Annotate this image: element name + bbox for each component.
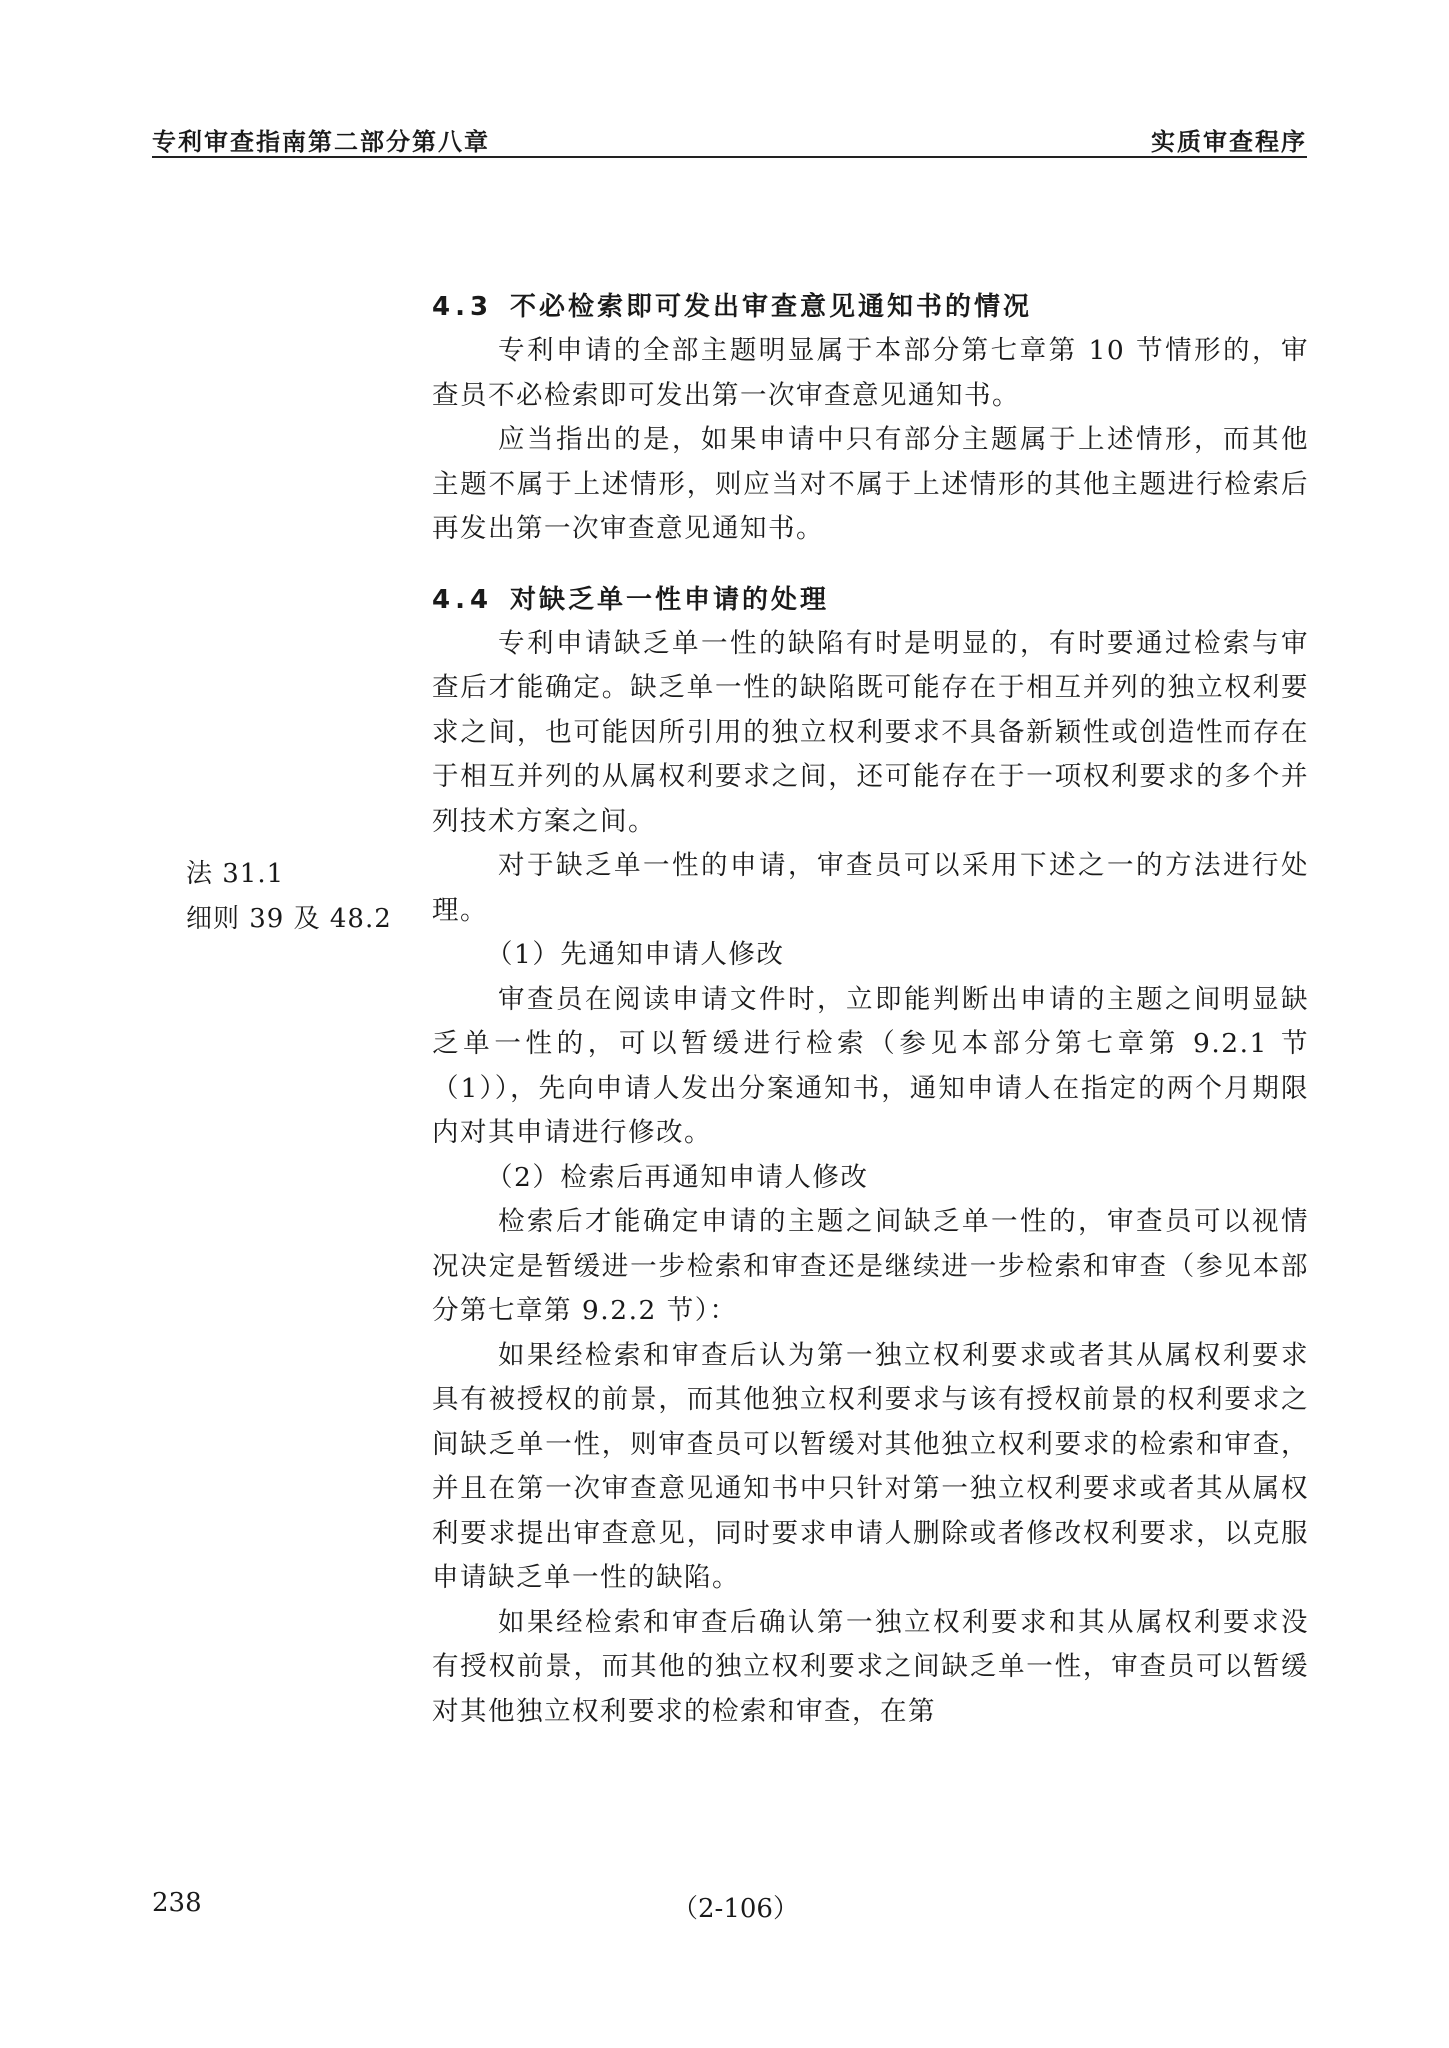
section-4-4-title: 对缺乏单一性申请的处理 <box>510 584 830 615</box>
section-4-3-title: 不必检索即可发出审查意见通知书的情况 <box>510 292 1033 322</box>
section-4-4-paragraph-4: 检索后才能确定申请的主题之间缺乏单一性的，审查员可以视情况决定是暂缓进一步检索和审查还是继续进一步检索和审查（参见本部分第七章第 9.2.2 节）： <box>432 1206 1309 1326</box>
section-page-number: （2-106） <box>672 1894 799 1924</box>
running-header <box>152 116 1307 158</box>
section-4-4-paragraph-5: 如果经检索和审查后认为第一独立权利要求或者其从属权利要求具有被授权的前景，而其他独立权利要求与该有授权前景的权利要求之间缺乏单一性，则审查员可以暂缓对其他独立权利要求的检索和审查，并且在第一次审查意见通知书中只针对第一独立权利要求或者其从属权利要求提出审查意见，同时要求申请人删除或者修改权利要求，以克服申请缺乏单一性的缺陷。 <box>432 1339 1309 1593</box>
section-4-4-number: 4.4 <box>432 584 494 615</box>
section-4-4-paragraph-6: 如果经检索和审查后确认第一独立权利要求和其从属权利要求没有授权前景，而其他的独立权利要求之间缺乏单一性，审查员可以暂缓对其他独立权利要求的检索和审查，在第 <box>432 1606 1309 1727</box>
section-spacer <box>432 552 1309 578</box>
section-4-4-paragraph-3: 审查员在阅读申请文件时，立即能判断出申请的主题之间明显缺乏单一性的，可以暂缓进行检索（参见本部分第七章第 9.2.1 节（1）），先向申请人发出分案通知书，通知申请人在指定的两个月期限内对其申请进行修改。 <box>432 983 1309 1148</box>
page-number: 238 <box>152 1888 202 1918</box>
section-4-3-paragraph-1: 专利申请的全部主题明显属于本部分第七章第 10 节情形的，审查员不必检索即可发出第一次审查意见通知书。 <box>432 335 1309 411</box>
margin-note-rules-reference: 细则 39 及 48.2 <box>186 903 392 934</box>
section-4-4-paragraph-2: 对于缺乏单一性的申请，审查员可以采用下述之一的方法进行处理。 <box>432 850 1309 926</box>
main-content <box>432 285 1309 1734</box>
section-4-3-number: 4.3 <box>432 292 494 322</box>
header-section-title: 实质审查程序 <box>1151 128 1307 156</box>
list-item-2-heading: （2）检索后再通知申请人修改 <box>486 1161 869 1193</box>
section-4-3-heading <box>432 285 1309 329</box>
section-4-3-paragraph-2: 应当指出的是，如果申请中只有部分主题属于上述情形，而其他主题不属于上述情形，则应当对不属于上述情形的其他主题进行检索后再发出第一次审查意见通知书。 <box>432 424 1309 544</box>
section-4-4-paragraph-1: 专利申请缺乏单一性的缺陷有时是明显的，有时要通过检索与审查后才能确定。缺乏单一性的缺陷既可能存在于相互并列的独立权利要求之间，也可能因所引用的独立权利要求不具备新颖性或创造性而存在于相互并列的从属权利要求之间，还可能存在于一项权利要求的多个并列技术方案之间。 <box>432 627 1309 837</box>
list-item-1-heading: （1）先通知申请人修改 <box>486 939 785 970</box>
section-4-4-heading <box>432 578 1309 622</box>
margin-notes <box>186 852 392 941</box>
header-chapter-title: 专利审查指南第二部分第八章 <box>152 128 490 156</box>
margin-note-law-reference: 法 31.1 <box>186 859 285 889</box>
